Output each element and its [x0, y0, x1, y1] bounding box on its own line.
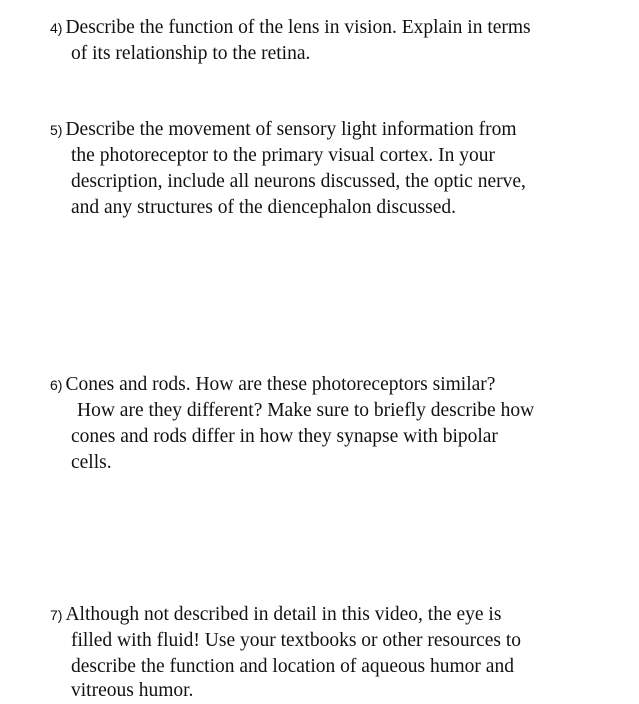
question-line — [50, 15, 531, 41]
question-line — [50, 372, 495, 398]
question-text: describe the function and location of aqueous humor and — [71, 656, 514, 677]
question-text: vitreous humor. — [71, 680, 194, 701]
question-text: Describe the function of the lens in vision. Explain in terms — [65, 17, 531, 38]
question-line — [77, 398, 534, 424]
question-line — [71, 143, 495, 169]
question-text: cells. — [71, 452, 112, 473]
question-text: cones and rods differ in how they synapse with bipolar — [71, 426, 498, 447]
question-text: Describe the movement of sensory light information from — [65, 119, 517, 140]
question-number: 4) — [50, 20, 63, 36]
question-line — [71, 195, 456, 221]
question-line — [71, 678, 193, 704]
question-text: and any structures of the diencephalon discussed. — [71, 197, 457, 218]
question-text: Although not described in detail in this video, the eye is — [65, 604, 502, 625]
question-line — [71, 169, 526, 195]
question-text: How are they different? Make sure to briefly describe how — [77, 400, 535, 421]
question-line — [71, 424, 498, 450]
question-text: Cones and rods. How are these photoreceptors similar? — [65, 374, 496, 395]
question-line — [71, 628, 521, 654]
question-line — [71, 41, 310, 67]
question-number: 7) — [50, 607, 63, 623]
question-text: of its relationship to the retina. — [71, 43, 311, 64]
question-line — [71, 450, 112, 476]
question-text: description, include all neurons discussed, the optic nerve, — [71, 171, 526, 192]
question-line — [50, 602, 501, 628]
question-number: 6) — [50, 377, 63, 393]
question-line — [71, 654, 514, 680]
question-text: filled with fluid! Use your textbooks or other resources to — [71, 630, 522, 651]
question-line — [50, 117, 517, 143]
question-text: the photoreceptor to the primary visual cortex. In your — [71, 145, 495, 166]
question-number: 5) — [50, 122, 63, 138]
